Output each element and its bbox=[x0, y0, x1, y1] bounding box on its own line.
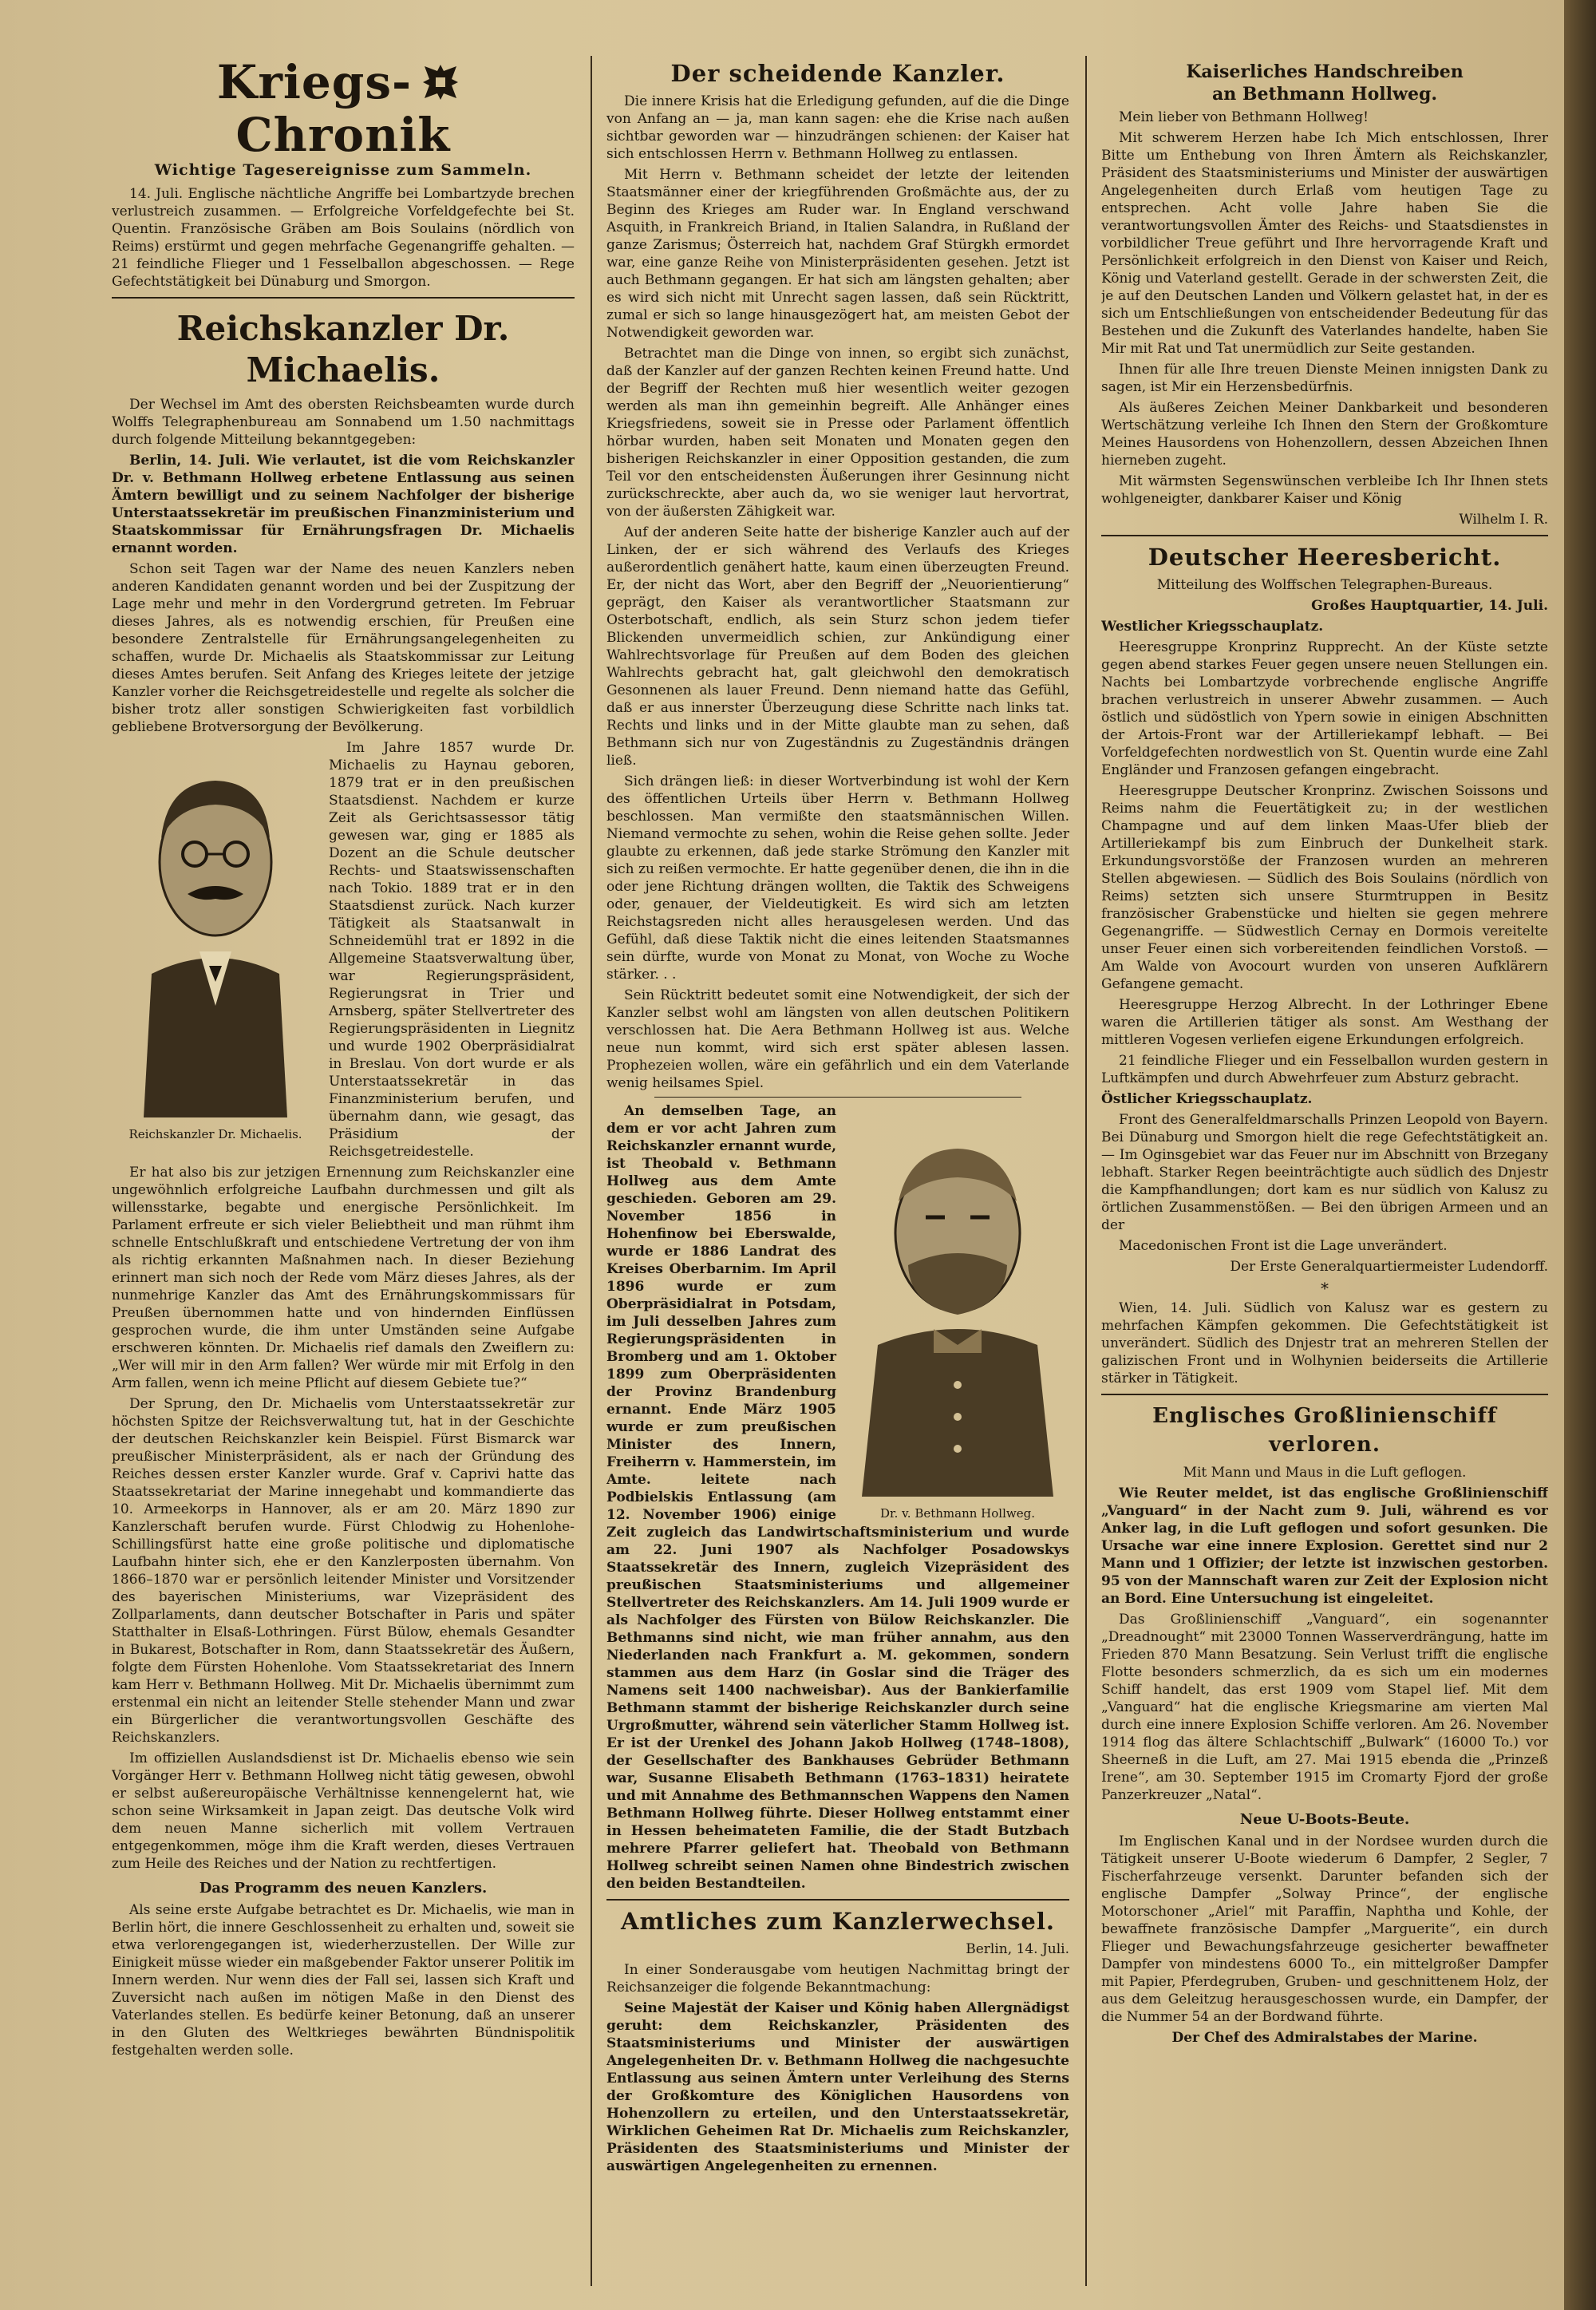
linienschiff-subheadline: Mit Mann und Maus in die Luft geflogen. bbox=[1183, 1465, 1467, 1481]
divider bbox=[1101, 1394, 1548, 1395]
kriegschronik-title-left: Kriegs- bbox=[216, 56, 413, 109]
column-middle bbox=[606, 56, 1069, 2286]
michaelis-paragraph: Schon seit Tagen war der Name des neuen Kanzlers neben anderen Kandidaten genannt worden und bei der Zuspitzung der Lage mehr und mehr in den Vordergrund getreten. Im Februar dieses Jahres, als es notwendig erschien, für Preußen eine besondere Zentralstelle für Ernährungsangelegenheiten zu schaffen, wurde Dr. Michaelis als Staatskommissar zur Leitung dieses Amtes berufen. Seit Anfang des Krieges leitete der jetzige Kanzler vorher die Reichsgetreidestelle und regelte als solcher die bisher trotz aller sonstigen Schwierigkeiten fast vorbildlich gebliebene Brotversorgung der Bevölkerung. bbox=[112, 561, 575, 735]
divider bbox=[1101, 535, 1548, 536]
handschreiben-headline: Kaiserliches Handschreiben bbox=[1186, 61, 1464, 82]
column-rule bbox=[591, 56, 592, 2286]
handschreiben-salutation: Mein lieber von Bethmann Hollweg! bbox=[1119, 109, 1369, 125]
amtliches-headline: Amtliches zum Kanzlerwechsel. bbox=[621, 1908, 1055, 1935]
iron-cross-icon bbox=[420, 61, 461, 103]
column-rule bbox=[1085, 56, 1087, 2286]
michaelis-paragraph: Berlin, 14. Juli. Wie verlautet, ist die vom Reichskanzler Dr. v. Bethmann Hollweg erbetene Entlassung aus seinen Ämtern bewilligt und zu seinem Nachfolger der bisherige Unterstaatssekretär im preußischen Finanzministerium und Staatskommissar für Ernährungsfragen Dr. Michaelis ernannt worden. bbox=[112, 453, 575, 556]
kriegschronik-title bbox=[112, 56, 575, 161]
michaelis-paragraph: Im Jahre 1857 wurde Dr. Michaelis zu Haynau geboren, 1879 trat er in den preußischen Staatsdienst. Nachdem er kurze Zeit als Gerichtsassessor tätig gewesen war, ging er 1885 als Dozent an die Schule deutscher Rechts- und Staatswissenschaften nach Tokio. 1889 trat er in den Staatsdienst zurück. Nach kurzer Tätigkeit als Staatsanwalt in Schneidemühl trat er 1892 in die Allgemeine Staatsverwaltung über, war Regierungspräsident, Regierungsrat in Trier und Arnsberg, später Stellvertreter des Regierungspräsidenten in Liegnitz und wurde 1902 Oberpräsidialrat in Breslau. Von dort wurde er als Unterstaatssekretär in das Finanzministerium berufen, und übernahm dann, wie gesagt, das Präsidium der Reichsgetreidestelle. bbox=[329, 740, 575, 1160]
kanzler-paragraph: An demselben Tage, an dem er vor acht Jahren zum Reichskanzler ernannt wurde, ist Theobald v. Bethmann Hollweg aus dem Amte geschieden. Geboren am 29. November 1856 in Hohenfinow bei Eberswalde, wurde er 1886 Landrat des Kreises Oberbarnim. Im April 1896 wurde er zum Oberpräsidialrat in Potsdam, im Juli desselben Jahres zum Regierungspräsidenten in Bromberg und am 1. Oktober 1899 zum Oberpräsidenten der Provinz Brandenburg ernannt. Ende März 1905 wurde er zum preußischen Minister des Innern, Freiherrn v. Hammerstein, im Amte. leitete nach Podbielskis Entlassung (am 12. November 1906) einige Zeit zugleich das Landwirtschaftsministerium und wurde am 22. Juni 1907 als Nachfolger Posadowskys Staatssekretär des Innern, zugleich Vizepräsident des preußischen Staatsministeriums und allgemeiner Stellvertreter des Reichskanzlers. Am 14. Juli 1909 wurde er als Nachfolger des Fürsten von Bülow Reichskanzler. Die Bethmanns sind nicht, wie man früher annahm, aus den Niederlanden nach Frankfurt a. M. gekommen, sondern stammen aus dem Harz (in Goslar sind die Träger des Namens seit 1400 nachweisbar). Aus der Bankierfamilie Bethmann stammt der bisherige Reichskanzler durch seine Urgroßmutter, während sein väterlicher Stamm Hollweg ist. Er ist der Urenkel des Johann Jakob Hollweg (1748–1808), der Gesellschafter des Bankhauses Gebrüder Bethmann war, Susanne Elisabeth Bethmann (1763–1831) heiratete und mit Annahme des Bethmannschen Wappens den Namen Bethmann Hollweg führte. Dieser Hollweg entstammt einer in Hessen beheimateten Familie, die der Stadt Butzbach mehrere Pfarrer geliefert hat. Theobald von Bethmann Hollweg schreibt seinen Namen ohne Bindestrich zwischen den beiden Bestandteilen. bbox=[606, 1103, 1069, 1892]
michaelis-portrait-image bbox=[112, 742, 319, 1117]
handschreiben-paragraph: Ihnen für alle Ihre treuen Dienste Meinen innigsten Dank zu sagen, ist Mir ein Herzensbedürfnis. bbox=[1101, 362, 1548, 395]
kanzler-paragraph: Mit Herrn v. Bethmann scheidet der letzte der leitenden Staatsmänner einer der kriegführenden Großmächte aus, der zu Beginn des Krieges am Ruder war. In England verschwand Asquith, in Frankreich Briand, in Italien Salandra, in Rußland der ganze Zarismus; Österreich hat, nachdem Graf Stürgkh ermordet war, eine ganze Reihe von Ministerpräsidenten gesehen. Jetzt ist auch Bethmann gegangen. Er hat sich am längsten gehalten; aber es wird sich nicht mit Unrecht sagen lassen, daß sein Rücktritt, zumal er sich so lange hinausgezögert hat, am meisten Gebot der Notwendigkeit geworden war. bbox=[606, 167, 1069, 341]
uboot-headline: Neue U-Boots-Beute. bbox=[1239, 1811, 1410, 1828]
linienschiff-paragraph: Wie Reuter meldet, ist das englische Großlinienschiff „Vanguard“ in der Nacht zum 9. Juli, während es vor Anker lag, in die Luft geflogen und sofort gesunken. Die Ursache war eine innere Explosion. Gerettet sind nur 2 Mann und 1 Offizier; der letzte ist inzwischen gestorben. 95 von der Mannschaft waren zur Zeit der Explosion nicht an Bord. Eine Untersuchung ist eingeleitet. bbox=[1101, 1485, 1548, 1607]
programm-headline: Das Programm des neuen Kanzlers. bbox=[199, 1880, 488, 1897]
heeresbericht-signed: Der Erste Generalquartiermeister Ludendorff. bbox=[1230, 1259, 1548, 1275]
heeresbericht-source: Mitteilung des Wolffschen Telegraphen-Bureaus. bbox=[1156, 577, 1493, 593]
michaelis-paragraph: Im offiziellen Auslandsdienst ist Dr. Michaelis ebenso wie sein Vorgänger Herr v. Bethmann Hollweg nicht tätig gewesen, obwohl er selbst außereuropäische Verhältnisse kennengelernt hat, wie schon seine Wirksamkeit in Japan zeigt. Das deutsche Volk wird dem neuen Manne sicherlich mit vollem Vertrauen entgegenkommen, möge ihm die Kraft werden, dieses Vertrauen zum Heile des Reiches und der Nation zu rechtfertigen. bbox=[112, 1750, 575, 1872]
kriegschronik-text: 14. Juli. Englische nächtliche Angriffe bei Lombartzyde brechen verlustreich zusammen. — Erfolgreiche Vorfeldgefechte bei St. Quentin. Französische Gräben am Bois Soulains (nördlich von Reims) erstürmt und gegen mehrfache Gegenangriffe gehalten. — 21 feindliche Flieger und 1 Fesselballon abgeschossen. — Rege Gefechtstätigkeit bei Dünaburg und Smorgon. bbox=[112, 186, 575, 290]
kanzler-paragraph: Sich drängen ließ: in dieser Wortverbindung ist wohl der Kern des öffentlichen Urteils über Herrn v. Bethmann Hollweg beschlossen. Man vermißte den staatsmännischen Willen. Niemand vermochte zu sehen, wohin die Reise gehen sollte. Jeder glaubte zu erkennen, daß jede starke Strömung den Kanzler mit sich zu reißen vermochte. Er hatte gegenüber denen, die ihn in die oder jene Richtung drängen wollten, die Taktik des Schweigens oder, genauer, der Vieldeutigkeit. Es wird sich am letzten Reichstagsreden nicht alles herausgelesen werden. Und das Gefühl, daß diese Taktik nicht die eines leitenden Staatsmannes sein dürfte, wurde von Monat zu Monat, von Woche zu Woche stärker. . . bbox=[606, 773, 1069, 983]
ost-headline: Östlicher Kriegsschauplatz. bbox=[1101, 1091, 1313, 1107]
divider bbox=[606, 1899, 1069, 1901]
kanzler-paragraph: Sein Rücktritt bedeutet somit eine Notwendigkeit, der sich der Kanzler selbst wohl am längsten von allen deutschen Politikern verschlossen hat. Die Aera Bethmann Hollweg ist aus. Welche neue nun kommt, wird sich erst später ablesen lassen. Prophezeien wollen, wäre ein gefährlich und ein dem Vaterlande wenig heilsames Spiel. bbox=[606, 987, 1069, 1091]
amtliches-paragraph: Seine Majestät der Kaiser und König haben Allergnädigst geruht: dem Reichskanzler, Präsidenten des Staatsministeriums und Minister der auswärtigen Angelegenheiten Dr. v. Bethmann Hollweg die nachgesuchte Entlassung aus seinen Ämtern unter Verleihung des Sterns der Großkomture des Königlichen Hausordens von Hohenzollern zu erteilen, und den Unterstaatssekretär, Wirklichen Geheimen Rat Dr. Michaelis zum Reichskanzler, Präsidenten des Staatsministeriums und Minister der auswärtigen Angelegenheiten zu ernennen. bbox=[606, 2000, 1069, 2174]
column-right bbox=[1101, 56, 1548, 2286]
michaelis-portrait-caption: Reichskanzler Dr. Michaelis. bbox=[128, 1127, 302, 1141]
michaelis-portrait bbox=[112, 742, 319, 1141]
kanzler-headline: Der scheidende Kanzler. bbox=[670, 60, 1005, 87]
michaelis-paragraph: Als seine erste Aufgabe betrachtet es Dr. Michaelis, wie man in Berlin hört, die innere Geschlossenheit zu erhalten und, soweit sie etwa verlorengegangen ist, wiederherzustellen. Der Wille zur Einigkeit müsse wieder ein maßgebender Faktor unserer Politik im Innern werden. Nur wenn dies der Fall sei, lassen sich Kraft und Zuversicht nach außen im nötigen Maße in den Dienst des Vaterlandes stellen. Es bedürfe keiner Betonung, daß an unserer in den Gluten des Weltkrieges bewährten Bündnispolitik festgehalten werden solle. bbox=[112, 1902, 575, 2059]
michaelis-paragraph: Er hat also bis zur jetzigen Ernennung zum Reichskanzler eine ungewöhnlich erfolgreiche Laufbahn durchmessen und gilt als willensstarke, begabte und energische Persönlichkeit. Im Parlament erfreute er sich vieler Beliebtheit und man rühmt ihm schnelle Entschlußkraft und entschiedene Vertretung der von ihm als richtig erkannten Maßnahmen nach. In dieser Beziehung erinnert man sich noch der Rede vom März dieses Jahres, als der nunmehrige Kanzler das Amt des Ernährungskommissars für Preußen übernommen hatte und von hindernden Einflüssen gesprochen wurde, die ihm unter Umständen seine Aufgabe erschweren könnten. Dr. Michaelis rief damals den Zweiflern zu: „Wer will mir in den Arm fallen? Wer würde mir mit Erfolg in den Arm fallen, wenn ich meine Pflicht auf diesem Gebiete tue?“ bbox=[112, 1165, 575, 1391]
heeresbericht-dateline: Großes Hauptquartier, 14. Juli. bbox=[1311, 598, 1548, 614]
amtliches-paragraph: In einer Sonderausgabe vom heutigen Nachmittag bringt der Reichsanzeiger die folgende Bekanntmachung: bbox=[606, 1962, 1069, 1996]
linienschiff-paragraph: Im Englischen Kanal und in der Nordsee wurden durch die Tätigkeit unserer U-Boote wiederum 6 Dampfer, 2 Segler, 7 Fischerfahrzeuge versenkt. Darunter befanden sich der englische Dampfer „Solway Prince“, der englische Motorschoner „Ariel“ mit Paraffin, Naphtha und Kohle, der bewaffnete französische Dampfer „Marguerite“, ein durch Flieger und Bewachungsfahrzeuge gesicherter bewaffneter Dampfer von mindestens 6000 To., ein mittelgroßer Dampfer mit Papier, Pferdegruben, Gruben- und geschnittenem Holz, der aus dem Geleitzug herausgeschossen wurde, ein Dampfer, der die Nummer 54 an der Bordwand führte. bbox=[1101, 1833, 1548, 2025]
bethmann-portrait bbox=[846, 1106, 1069, 1521]
divider bbox=[654, 1097, 1021, 1098]
handschreiben-paragraph: Mit schwerem Herzen habe Ich Mich entschlossen, Ihrer Bitte um Enthebung von Ihren Ämtern als Reichskanzler, Präsident des Staatsministeriums und Minister der auswärtigen Angelegenheiten durch Erlaß vom heutigen Tage zu entsprechen. Acht volle Jahre haben Sie die verantwortungsvollen Ämter des Reichs- und Staatsdienstes in vorbildlicher Treue geführt und Ihre hervorragende Kraft und Persönlichkeit erfolgreich in den Dienst von Kaiser und Reich, König und Vaterland gestellt. Gerade in der schwersten Zeit, die je auf den Deutschen Landen und Völkern gelastet hat, in der es sich um Entschließungen von entscheidender Bedeutung für das Bestehen und die Zukunft des Vaterlandes handelte, haben Sie Mir mit Rat und Tat unermüdlich zur Seite gestanden. bbox=[1101, 130, 1548, 357]
heeresbericht-paragraph: Wien, 14. Juli. Südlich von Kalusz war es gestern zu mehrfachen Kämpfen gekommen. Die Gefechtstätigkeit ist unverändert. Südlich des Dnjestr trat an mehreren Stellen der galizischen Front und in Wolhynien beiderseits die Artillerie stärker in Tätigkeit. bbox=[1101, 1300, 1548, 1386]
kriegschronik-title-right: Chronik bbox=[235, 108, 451, 162]
page-edge bbox=[1564, 0, 1596, 2310]
kanzler-paragraph: Betrachtet man die Dinge von innen, so ergibt sich zunächst, daß der Kanzler auf der ganzen Rechten keinen Freund hatte. Und der Begriff der Rechten muß hier wesentlich weiter gezogen werden als man ihn gemeinhin begreift. Alle Anhänger eines Kriegsfriedens, soweit sie in Presse oder Parlament öffentlich hörbar wurden, haben seit Monaten und Monaten gegen den bisherigen Reichskanzler in einer Opposition gestanden, die zum Teil vor den entscheidensten Äußerungen ihrer Gesinnung nicht zurückschreckte, aber auch da, wo sie weniger laut hervortrat, von der äußersten Zähigkeit war. bbox=[606, 346, 1069, 520]
west-headline: Westlicher Kriegsschauplatz. bbox=[1101, 619, 1324, 635]
heeresbericht-paragraph: 21 feindliche Flieger und ein Fesselballon wurden gestern in Luftkämpfen und durch Abwehrfeuer zum Absturz gebracht. bbox=[1101, 1053, 1548, 1086]
heeresbericht-paragraph: Heeresgruppe Deutscher Kronprinz. Zwischen Soissons und Reims nahm die Feuertätigkeit zu; in der westlichen Champagne und auf dem linken Maas-Ufer blieb der Artilleriekampf bis zum Einbruch der Dunkelheit stark. Erkundungsvorstöße der Franzosen wurden an mehreren Stellen abgewiesen. — Südlich des Bois Soulains (nördlich von Reims) setzten sich unsere Sturmtruppen in Besitz französischer Grabenstücke und hielten sie gegen mehrere Gegenangriffe. — Südwestlich Cernay en Dormois vereitelte unser Feuer einen sich vorbereitenden feindlichen Vorstoß. — Am Walde von Avocourt wurden von unseren Aufklärern Gefangene gemacht. bbox=[1101, 783, 1548, 992]
linienschiff-paragraph: Das Großlinienschiff „Vanguard“, ein sogenannter „Dreadnought“ mit 23000 Tonnen Wasserverdrängung, hatte im Frieden 870 Mann Besatzung. Sein Verlust trifft die englische Flotte besonders schmerzlich, da es sich um ein modernes Schiff handelt, das erst 1909 vom Stapel lief. Mit dem „Vanguard“ hat die englische Kriegsmarine am vierten Mal durch eine innere Explosion Schiffe verloren. Am 26. November 1914 flog das ältere Schlachtschiff „Bulwark“ (16000 To.) vor Sheerneß in die Luft, am 27. Mai 1915 ebenda die „Prinzeß Irene“, am 30. September 1915 im Cromarty Fjord der große Panzerkreuzer „Natal“. bbox=[1101, 1612, 1548, 1803]
michaelis-headline: Reichskanzler Dr. Michaelis. bbox=[176, 309, 510, 390]
heeresbericht-paragraph: Heeresgruppe Kronprinz Rupprecht. An der Küste setzte gegen abend starkes Feuer gegen unsere neuen Stellungen ein. Nachts bei Lombartzyde vorbrechende englische Angriffe brachen verlustreich in unserer Abwehr zusammen. — Auch östlich und südöstlich von Ypern sowie in einigen Abschnitten der Artois-Front war der Artilleriekampf lebhaft. — Bei Vorfeldgefechten nordwestlich von St. Quentin wurde eine Zahl Engländer und Franzosen gefangen eingebracht. bbox=[1101, 639, 1548, 778]
heeresbericht-paragraph: Front des Generalfeldmarschalls Prinzen Leopold von Bayern. Bei Dünaburg und Smorgon hielt die rege Gefechtstätigkeit an. — Im Oginsgebiet war das Feuer nur im Abschnitt von Brzegany lebhaft. Starker Regen beeinträchtigte auch südlich des Dnjestr die Kampfhandlungen; dort kam es nur südlich von Kalusz zu örtlichen Zusammenstößen. — Bei den übrigen Armeen und an der bbox=[1101, 1112, 1548, 1233]
kriegschronik-subtitle: Wichtige Tagesereignisse zum Sammeln. bbox=[154, 161, 532, 179]
bethmann-portrait-caption: Dr. v. Bethmann Hollweg. bbox=[880, 1506, 1035, 1521]
star-icon: * bbox=[1321, 1279, 1329, 1298]
heeresbericht-headline: Deutscher Heeresbericht. bbox=[1148, 544, 1502, 571]
handschreiben-signature: Wilhelm I. R. bbox=[1459, 512, 1548, 528]
kanzler-paragraph: Die innere Krisis hat die Erledigung gefunden, auf die die Dinge von Anfang an — ja, man kann sagen: ehe die Krise nach außen sichtbar geworden war — hinzudrängen schienen: der Kaiser hat sich entschlossen Herrn v. Bethmann Hollweg zu entlassen. bbox=[606, 93, 1069, 162]
handschreiben-paragraph: Mit wärmsten Segenswünschen verbleibe Ich Ihr Ihnen stets wohlgeneigter, dankbarer Kaiser und König bbox=[1101, 473, 1548, 507]
admiralstab-signed: Der Chef des Admiralstabes der Marine. bbox=[1171, 2030, 1478, 2046]
heeresbericht-paragraph: Heeresgruppe Herzog Albrecht. In der Lothringer Ebene waren die Artillerien tätiger als sonst. Am Westhang der mittleren Vogesen verliefen eigene Erkundungen erfolgreich. bbox=[1101, 997, 1548, 1048]
column-left bbox=[112, 56, 575, 2286]
amtliches-dateline: Berlin, 14. Juli. bbox=[966, 1941, 1069, 1957]
kanzler-paragraph: Auf der anderen Seite hatte der bisherige Kanzler auch auf der Linken, der er sich während des Verlaufs des Krieges außerordentlich genähert hatte, kaum einen überzeugten Freund. Er, der nicht das Wort, aber den Begriff der „Neuorientierung“ geprägt, den Kaiser als verantwortlicher Staatsmann zur Osterbotschaft, endlich, als sein Sturz schon jedem tiefer Blickenden unvermeidlich schien, zur Ankündigung einer Wahlrechtsvorlage für Preußen auf dem Boden des gleichen Wahlrechts gebracht hat, galt gleichwohl den demokratisch Gesonnenen als lauer Freund. Denn niemand hatte das Gefühl, daß er aus innerster Überzeugung diese Schritte nach links tat. Rechts und links und in der Mitte glaubte man zu sehen, daß Bethmann sich nur von Zugeständnis zu Zugeständnis drängen ließ. bbox=[606, 524, 1069, 769]
michaelis-paragraph: Der Sprung, den Dr. Michaelis vom Unterstaatssekretär zur höchsten Spitze der Reichsverwaltung tut, hat in der Geschichte der deutschen Reichskanzler kein Beispiel. Fürst Bismarck war preußischer Ministerpräsident, als er nach der Gründung des Reiches dessen erster Kanzler wurde. Graf v. Caprivi hatte das Staatssekretariat der Marine innegehabt und kommandierte das 10. Armeekorps in Hannover, als er am 20. März 1890 zur Kanzlerschaft berufen wurde. Fürst Chlodwig zu Hohenlohe-Schillingsfürst hatte eine große politische und diplomatische Laufbahn hinter sich, ehe er den Kanzlerposten übernahm. Von 1866–1870 war er persönlich leitender Minister und Vorsitzender des bayerischen Ministeriums, war Vizepräsident des Zollparlaments, dann deutscher Botschafter in Paris und später Statthalter in Elsaß-Lothringen. Fürst Bülow, ehemals Gesandter in Bukarest, Botschafter in Rom, dann Staatssekretär des Äußern, folgte dem Fürsten Hohenlohe. Vom Staatssekretariat des Innern kam Herr v. Bethmann Hollweg. Mit Dr. Michaelis übernimmt zum erstenmal ein nicht an leitender Stelle stehender Mann und zwar ein Bürgerlicher die verantwortungsvollen Geschäfte des Reichskanzlers. bbox=[112, 1396, 575, 1746]
divider bbox=[112, 297, 575, 299]
handschreiben-paragraph: Als äußeres Zeichen Meiner Dankbarkeit und besonderen Wertschätzung verleihe Ich Ihnen den Stern der Großkomture Meines Hausordens von Hohenzollern, dessen Abzeichen Ihnen hierneben zugeht. bbox=[1101, 400, 1548, 469]
handschreiben-headline-line2: an Bethmann Hollweg. bbox=[1212, 84, 1437, 105]
michaelis-paragraph: Der Wechsel im Amt des obersten Reichsbeamten wurde durch Wolffs Telegraphenbureau am Sonnabend um 1.50 nachmittags durch folgende Mitteilung bekanntgegeben: bbox=[112, 397, 575, 448]
heeresbericht-paragraph: Macedonischen Front ist die Lage unverändert. bbox=[1119, 1238, 1448, 1254]
bethmann-portrait-image bbox=[846, 1106, 1069, 1497]
linienschiff-headline: Englisches Großlinienschiff verloren. bbox=[1152, 1404, 1497, 1457]
